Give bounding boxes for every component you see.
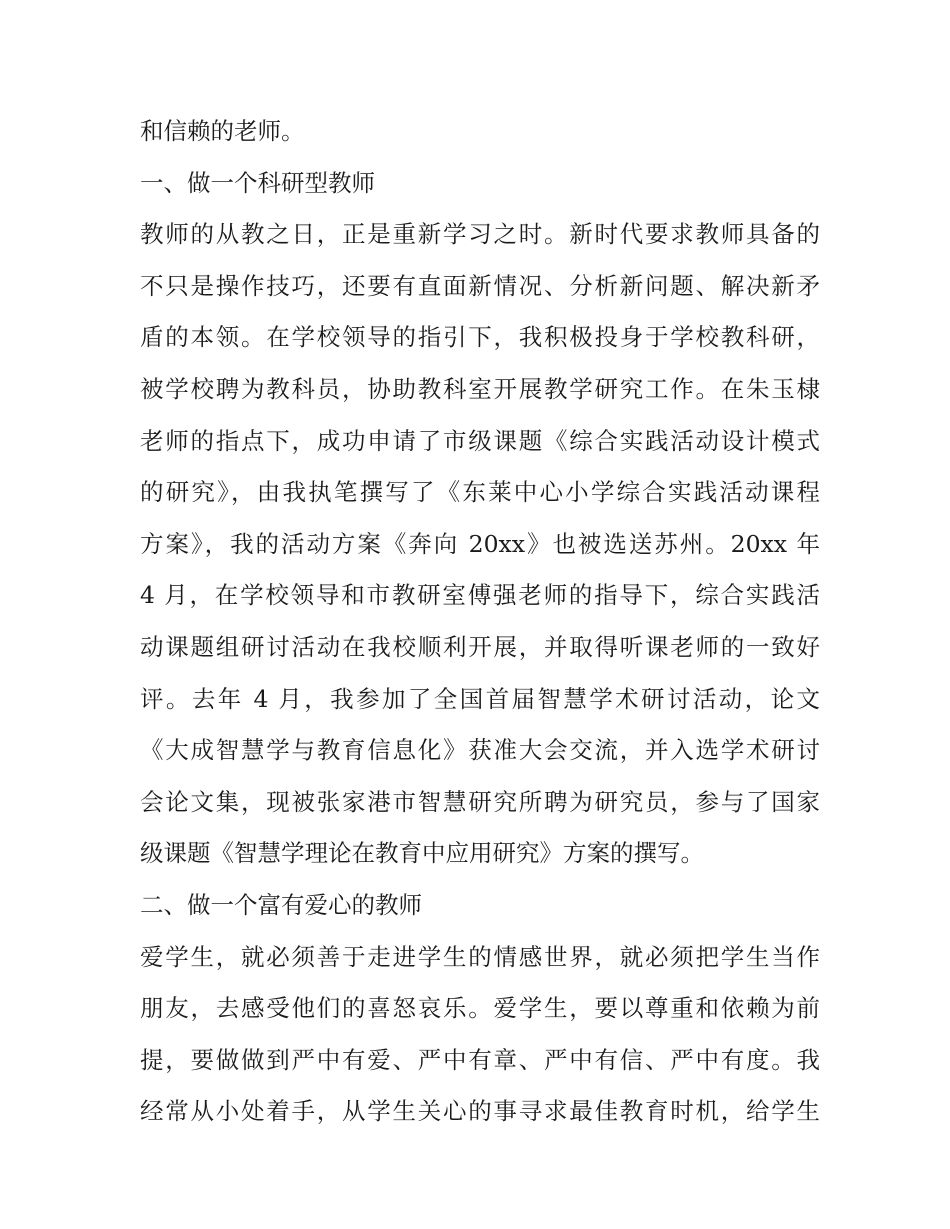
text-line: 朋友，去感受他们的喜怒哀乐。爱学生，要以尊重和依赖为前 bbox=[140, 994, 820, 1023]
paragraph-end-line: 和信赖的老师。 bbox=[140, 117, 305, 145]
text-line: 盾的本领。在学校领导的指引下，我积极投身于学校教科研， bbox=[140, 323, 820, 352]
text-line: 爱学生，就必须善于走进学生的情感世界，就必须把学生当作 bbox=[140, 942, 820, 971]
text-line: 级课题《智慧学理论在教育中应用研究》方案的撰写。 bbox=[140, 839, 704, 868]
text-line: 4 月，在学校领导和市教研室傅强老师的指导下，综合实践活 bbox=[140, 581, 820, 610]
text-line: 评。去年 4 月，我参加了全国首届智慧学术研讨活动，论文 bbox=[140, 684, 820, 713]
section-heading-research-teacher: 一、做一个科研型教师 bbox=[140, 168, 375, 197]
text-line: 经常从小处着手，从学生关心的事寻求最佳教育时机，给学生 bbox=[140, 1097, 820, 1126]
text-line: 动课题组研讨活动在我校顺利开展，并取得听课老师的一致好 bbox=[140, 632, 820, 661]
document-body bbox=[140, 106, 820, 1138]
section-heading-caring-teacher: 二、做一个富有爱心的教师 bbox=[140, 890, 422, 919]
text-line: 提，要做做到严中有爱、严中有章、严中有信、严中有度。我 bbox=[140, 1045, 820, 1074]
text-line: 被学校聘为教科员，协助教科室开展教学研究工作。在朱玉棣 bbox=[140, 374, 820, 403]
text-line: 《大成智慧学与教育信息化》获准大会交流，并入选学术研讨 bbox=[140, 736, 820, 765]
text-line: 老师的指点下，成功申请了市级课题《综合实践活动设计模式 bbox=[140, 426, 820, 455]
text-line: 方案》，我的活动方案《奔向 20xx》也被选送苏州。20xx 年 bbox=[140, 529, 820, 558]
text-line: 不只是操作技巧，还要有直面新情况、分析新问题、解决新矛 bbox=[140, 271, 820, 300]
text-line: 教师的从教之日，正是重新学习之时。新时代要求教师具备的 bbox=[140, 220, 820, 249]
text-line: 会论文集，现被张家港市智慧研究所聘为研究员，参与了国家 bbox=[140, 787, 820, 816]
text-line: 的研究》，由我执笔撰写了《东莱中心小学综合实践活动课程 bbox=[140, 478, 820, 507]
